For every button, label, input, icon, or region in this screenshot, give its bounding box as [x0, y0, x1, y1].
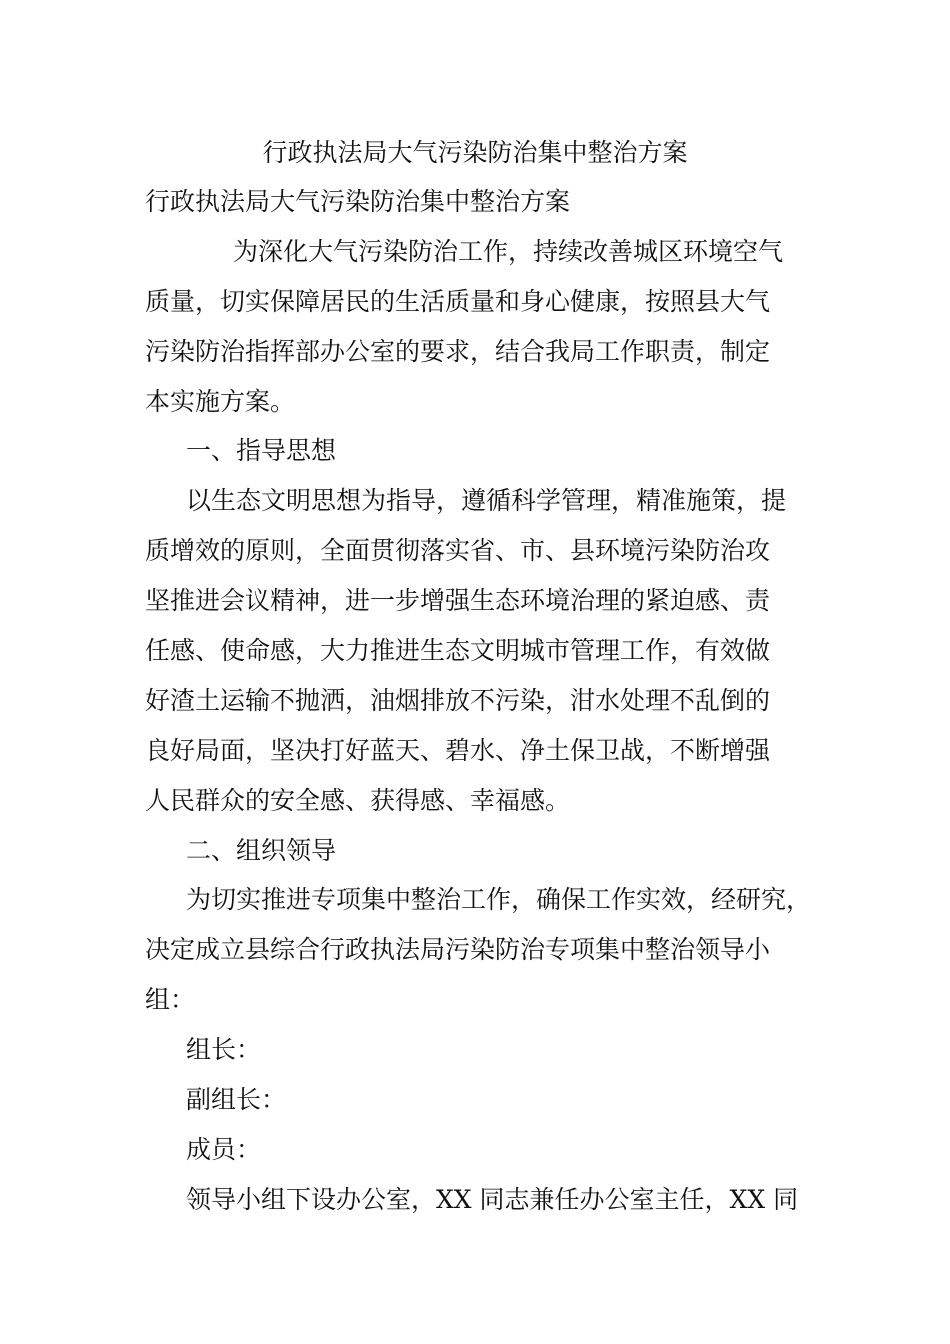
intro-line-1: 为深化大气污染防治工作，持续改善城区环境空气 [233, 237, 784, 266]
section2-line-1: 为切实推进专项集中整治工作，确保工作实效，经研究， [186, 885, 812, 914]
office-line: 领导小组下设办公室，XX 同志兼任办公室主任，XX 同 [186, 1185, 799, 1214]
section1-line-5: 好渣土运输不抛洒，油烟排放不污染，泔水处理不乱倒的 [145, 686, 771, 715]
section1-line-3: 坚推进会议精神，进一步增强生态环境治理的紧迫感、责 [145, 586, 771, 615]
deputy-leader-label: 副组长： [186, 1085, 287, 1114]
section1-line-6: 良好局面，坚决打好蓝天、碧水、净土保卫战，不断增强 [145, 736, 771, 765]
intro-line-4: 本实施方案。 [145, 387, 296, 416]
section2-heading: 二、组织领导 [186, 836, 337, 865]
section1-line-2: 质增效的原则，全面贯彻落实省、市、县环境污染防治攻 [145, 536, 771, 565]
section2-line-2: 决定成立县综合行政执法局污染防治专项集中整治领导小 [145, 935, 771, 964]
section1-line-1: 以生态文明思想为指导，遵循科学管理，精准施策，提 [186, 486, 787, 515]
intro-line-2: 质量，切实保障居民的生活质量和身心健康，按照县大气 [145, 287, 771, 316]
members-label: 成员： [186, 1135, 262, 1164]
leader-label: 组长： [186, 1035, 262, 1064]
section1-line-4: 任感、使命感，大力推进生态文明城市管理工作，有效做 [145, 636, 771, 665]
section1-heading: 一、指导思想 [186, 436, 337, 465]
document-subtitle: 行政执法局大气污染防治集中整治方案 [145, 187, 571, 216]
section1-line-7: 人民群众的安全感、获得感、幸福感。 [145, 786, 571, 815]
document-title: 行政执法局大气污染防治集中整治方案 [262, 138, 688, 167]
intro-line-3: 污染防治指挥部办公室的要求，结合我局工作职责，制定 [145, 337, 771, 366]
section2-line-3: 组： [145, 985, 196, 1014]
